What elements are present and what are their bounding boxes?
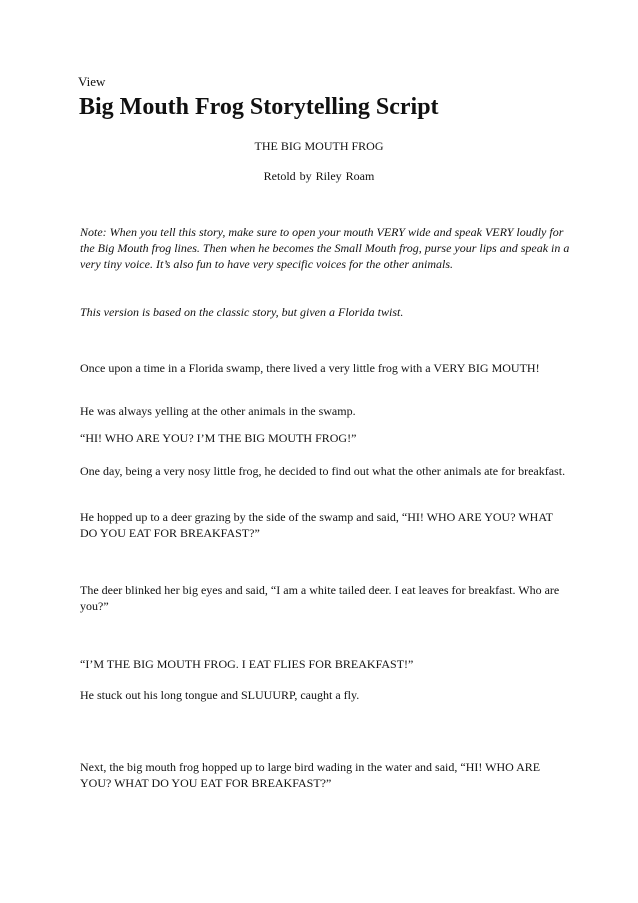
story-title: THE BIG MOUTH FROG	[254, 139, 384, 153]
retold-by-line: Retold by Riley Roam	[263, 169, 375, 183]
version-note: This version is based on the classic story, but given a Florida twist.	[80, 305, 404, 319]
story-paragraph: The deer blinked her big eyes and said, “I am a white tailed deer. I eat leaves for breakfast. Who are you?”	[80, 583, 560, 613]
story-paragraph: He stuck out his long tongue and SLUUURP, caught a fly.	[80, 688, 360, 702]
view-link[interactable]: View	[78, 74, 106, 89]
story-paragraph: “HI! WHO ARE YOU? I’M THE BIG MOUTH FROG!”	[80, 431, 357, 445]
story-paragraph: “I’M THE BIG MOUTH FROG. I EAT FLIES FOR BREAKFAST!”	[80, 657, 414, 671]
story-paragraph: One day, being a very nosy little frog, he decided to find out what the other animals ate for breakfast.	[80, 464, 566, 478]
story-paragraph: Once upon a time in a Florida swamp, there lived a very little frog with a VERY BIG MOUTH!	[80, 361, 540, 375]
document-title: Big Mouth Frog Storytelling Script	[79, 94, 439, 120]
story-paragraph: Next, the big mouth frog hopped up to large bird wading in the water and said, “HI! WHO ARE YOU? WHAT DO YOU EAT FOR BREAKFAST?”	[80, 760, 541, 790]
story-paragraph: He was always yelling at the other animals in the swamp.	[80, 404, 356, 418]
storyteller-note: Note: When you tell this story, make sure to open your mouth VERY wide and speak VERY loudly for the Big Mouth frog lines. Then when he becomes the Small Mouth frog, purse your lips and speak in a very tiny voice. It’s also fun to have very specific voices for the other animals.	[80, 225, 570, 271]
story-paragraph: He hopped up to a deer grazing by the side of the swamp and said, “HI! WHO ARE YOU? WHAT DO YOU EAT FOR BREAKFAST?”	[80, 510, 553, 540]
